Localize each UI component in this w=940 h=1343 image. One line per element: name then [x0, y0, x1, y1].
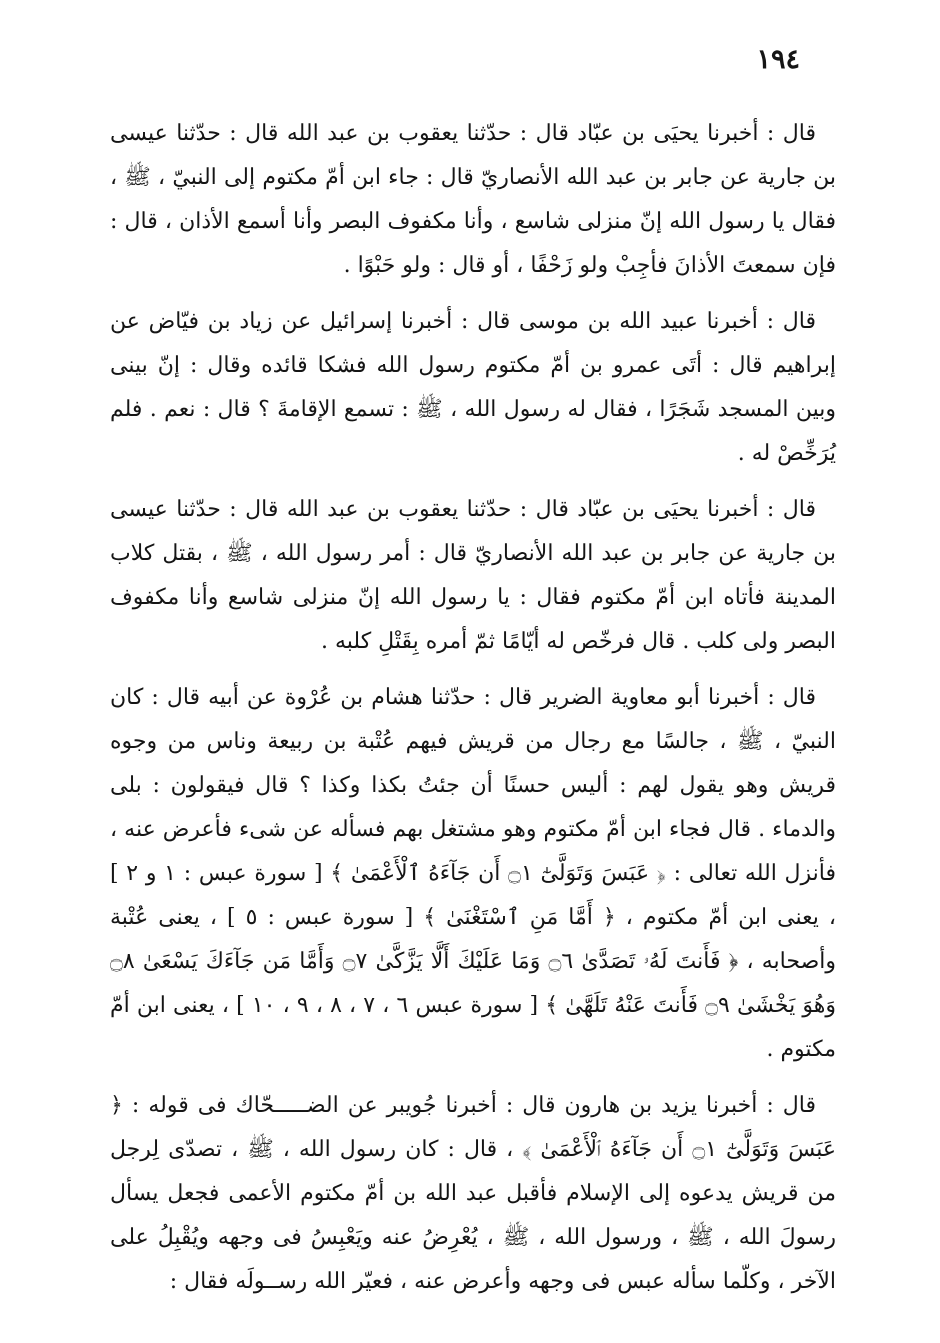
paragraph-text: قال : أخبرنا يحيَى بن عبّاد قال : حدّثنا يعقوب بن عبد الله قال : حدّثنا عيسى بن جارية عن جابر بن عبد الله الأنصاريّ قال : جاء ابن أمّ مكتوم إلى النبيّ ، ﷺ ، فقال يا رسول الله إنّ منزلى شاسع ، وأنا مكفوف البصر وأنا أسمع الأذان ، قال : فإن سمعتَ الأذانَ فأجِبْ ولو زَحْفًا ، أو قال : ولو حَبْوًا . [110, 121, 836, 278]
page-body [110, 112, 836, 1304]
paragraph-text: قال : أخبرنا عبيد الله بن موسى قال : أخبرنا إسرائيل عن زياد بن فيّاض عن إبراهيم قال : أتَى عمرو بن أمّ مكتوم رسول الله فشكا قائده وقال : إنّ بينى وبين المسجد شَجَرًا ، فقال له رسول الله ، ﷺ : تسمع الإقامةَ ؟ قال : نعم . فلم يُرَخِّصْ له . [110, 309, 836, 466]
paragraph-dahhak-commentary [110, 1084, 836, 1304]
paragraph-abasa-revelation [110, 676, 836, 1072]
paragraph-yahya-ibn-abbad-adhan [110, 112, 836, 288]
paragraph-text: قال : أخبرنا يزيد بن هارون قال : أخبرنا جُويبر عن الضـــــحّاك فى قوله : ﴿ عَبَسَ وَتَوَلَّىٰٓ ۝١ أَن جَآءَهُ ٱلْأَعْمَىٰ ﴾ ، قال : كان رسول الله ، ﷺ ، تصدّى لِرجل من قريش يدعوه إلى الإسلام فأقبل عبد الله بن أمّ مكتوم الأعمى فجعل يسأل رسولَ الله ، ﷺ ، ورسول الله ، ﷺ ، يُعْرِضُ عنه ويَعْبِسُ فى وجهه ويُقْبِلُ على الآخر ، وكلّما سأله عبس فى وجهه وأعرض عنه ، فعيّر الله رســولَه فقال : [110, 1093, 837, 1294]
paragraph-ubaydullah-ibn-musa-iqama [110, 300, 836, 476]
paragraph-text: قال : أخبرنا يحيَى بن عبّاد قال : حدّثنا يعقوب بن عبد الله قال : حدّثنا عيسى بن جارية عن جابر بن عبد الله الأنصاريّ قال : أمر رسول الله ، ﷺ ، بقتل كلاب المدينة فأتاه ابن أمّ مكتوم فقال : يا رسول الله إنّ منزلى شاسع وأنا مكفوف البصر ولى كلب . قال فرخّص له أيّامًا ثمّ أمره بِقَتْلِ كلبه . [110, 497, 836, 654]
paragraph-dogs-of-madina [110, 488, 836, 664]
page-number: ١٩٤ [756, 44, 800, 75]
paragraph-text: قال : أخبرنا أبو معاوية الضرير قال : حدّثنا هشام بن عُرْوة عن أبيه قال : كان النبيّ ، ﷺ ، جالسًا مع رجال من قريش فيهم عُتْبة بن ربيعة وناس من وجوه قريش وهو يقول لهم : أليس حسنًا أن جئتُ بكذا وكذا ؟ قال فيقولون : بلى والدماء . قال فجاء ابن أمّ مكتوم وهو مشتغل بهم فسأله عن شىء فأعرض عنه ، فأنزل الله تعالى : ﴿ عَبَسَ وَتَوَلَّىٰٓ ۝١ أَن جَآءَهُ ٱلْأَعْمَىٰ ﴾ [ سورة عبس : ١ و ٢ ] ، يعنى ابن أمّ مكتوم ، ﴿ أَمَّا مَنِ ٱسْتَغْنَىٰ ﴾ [ سورة عبس : ٥ ] ، يعنى عُتْبة وأصحابه ، ﴿ فَأَنتَ لَهُۥ تَصَدَّىٰ ۝٦ وَمَا عَلَيْكَ أَلَّا يَزَّكَّىٰ ۝٧ وَأَمَّا مَن جَآءَكَ يَسْعَىٰ ۝٨ وَهُوَ يَخْشَىٰ ۝٩ فَأَنتَ عَنْهُ تَلَهَّىٰ ﴾ [ سورة عبس ٦ ، ٧ ، ٨ ، ٩ ، ١٠ ] ، يعنى ابن أمّ مكتوم . [110, 685, 837, 1062]
